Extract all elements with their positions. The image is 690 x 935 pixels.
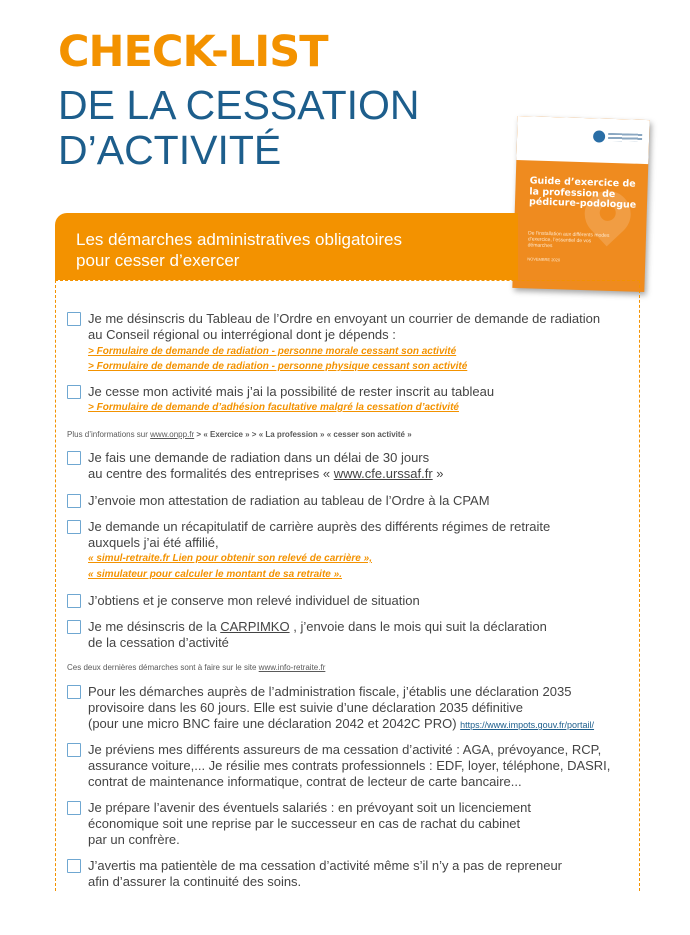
cfe-urssaf-link[interactable]: www.cfe.urssaf.fr xyxy=(333,466,433,481)
page-title-line1: CHECK-LIST xyxy=(58,27,328,77)
booklet-date: NOVEMBRE 2020 xyxy=(527,256,561,263)
section-header: Les démarches administratives obligatoires pour cesser d’exercer xyxy=(76,230,402,270)
link-simul-retraite[interactable]: « simul-retraite.fr Lien pour obtenir son relevé de carrière », xyxy=(88,553,372,564)
link-simulateur-retraite[interactable]: « simulateur pour calculer le montant de sa retraite ». xyxy=(88,569,342,580)
checkbox[interactable] xyxy=(67,385,81,399)
page-title-line2: DE LA CESSATION xyxy=(58,82,420,128)
retraite-note: Ces deux dernières démarches sont à faire sur le site www.info-retraite.fr xyxy=(67,663,326,672)
checkbox[interactable] xyxy=(67,685,81,699)
link-radiation-morale[interactable]: > Formulaire de demande de radiation - personne morale cessant son activité xyxy=(88,346,457,357)
link-adhesion-facultative[interactable]: > Formulaire de demande d’adhésion facultative malgré la cessation d’activité xyxy=(88,402,459,413)
info-retraite-link[interactable]: www.info-retraite.fr xyxy=(258,663,326,672)
logo-text-lines xyxy=(608,133,642,142)
checkbox[interactable] xyxy=(67,859,81,873)
checkbox[interactable] xyxy=(67,620,81,634)
checkbox[interactable] xyxy=(67,801,81,815)
checkbox[interactable] xyxy=(67,451,81,465)
checkbox[interactable] xyxy=(67,743,81,757)
carpimko-link[interactable]: CARPIMKO xyxy=(220,619,290,634)
checkbox[interactable] xyxy=(67,594,81,608)
page-title-line3: D’ACTIVITÉ xyxy=(58,127,282,173)
info-note: Plus d’informations sur www.onpp.fr > « Exercice » > « La profession » « cesser son activité » xyxy=(67,430,412,439)
link-radiation-physique[interactable]: > Formulaire de demande de radiation - personne physique cessant son activité xyxy=(88,361,468,372)
guide-booklet-cover xyxy=(512,116,649,292)
checkbox[interactable] xyxy=(67,494,81,508)
checkbox[interactable] xyxy=(67,520,81,534)
booklet-title: Guide d’exercice de la profession de pédicure-podologue xyxy=(528,175,637,211)
checkbox[interactable] xyxy=(67,312,81,326)
onpp-link[interactable]: www.onpp.fr xyxy=(150,430,195,439)
impots-link[interactable]: https://www.impots.gouv.fr/portail/ xyxy=(460,720,595,730)
booklet-subtitle: De l’installation aux différents modes d’exercice, l’essentiel de vos démarches xyxy=(527,230,610,250)
